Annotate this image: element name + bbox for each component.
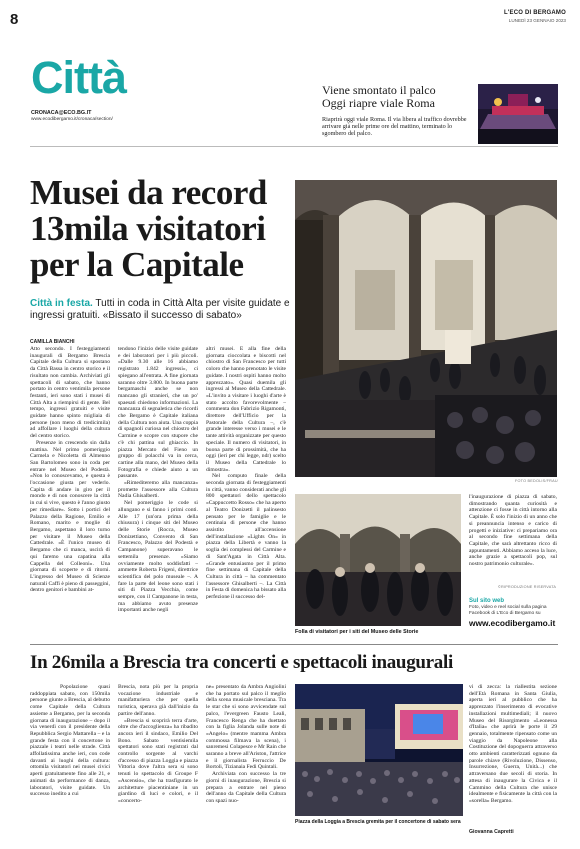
main-col-2-p2: «Rimediteremo alla mancanza» promette l'assessore alla Cultura Nadia Ghisalberti.: [118, 480, 198, 500]
second-headline: In 26mila a Brescia tra concerti e spettacoli inaugurali: [30, 652, 453, 673]
main-col-1-p2: Presenze in crescendo sin dalla mattina. Nel primo pomeriggio Carmela e Nicoletta di Almenno San Bartolomeo sono in coda per entrare nel Museo del Podestà. «Non lo conoscevamo, e questa è l'occasione giusta per vederlo. Capita di andare in giro per il mondo e di non conoscere la città in cui si vive, questo è l'anno giusto per rimediare». Sotto i portici del Palazzo della Ragione, Emilio e Romano, marito e moglie di Bergamo, aspettano il loro turno per visitare il Museo della Cattedrale. «È l'unico museo di Bergamo che ci manca, uscirà di qui faremo una capatina alla Cappella del Colleoni». Una giornata di scoperte e di ritorni. L'ingresso del Museo di Scienze naturali Caffi è pieno di passeggini, dentro genitori e bambini at-: [30, 439, 110, 594]
main-col-3-p1: altri musei. E alla fine della giornata cioccolata e biscotti nel chiostro di San Francesco per tutti coloro che hanno prenotato le visite guidate. I nostri ospiti hanno molto apprezzato». Quasi duemila gli ingressi al Museo della Cattedrale. «L'invito a visitare i luoghi d'arte è stato accolto favorevolmente – commenta don Fabrizio Rigamonti, direttore dell'Ufficio per la Pastorale della Cultura –, c'è grande interesse verso i musei e le tante attività organizzate per questo speciale. Il numero di visitatori, in buona parte di prossimità, che ha oggi (ieri per chi legge, ndr) scelto il Museo della Cattedrale lo dimostra».: [206, 346, 286, 473]
main-col-3: [206, 346, 286, 632]
headline-line-1: Musei da record: [30, 173, 267, 212]
section-title: Città: [31, 52, 126, 103]
web-box-body: Foto, video e reel social sulla pagina Facebook di L'Eco di Bergamo su: [469, 605, 547, 616]
main-photo-credit: FOTO BEDOLIS/FRAU: [515, 479, 558, 483]
second-photo-caption: Piazza della Loggia a Brescia gremita per il concertone di sabato sera: [295, 819, 461, 825]
second-col-4: [469, 684, 557, 826]
secondary-photo-caption: Folla di visitatori per i siti del Museo delle Storie: [295, 629, 419, 635]
second-col-3-p2: Archiviata con successo la tre giorni di inaugurazione, Brescia si prepara a entrare nel pieno dell'anno da Capitale della Cultura con spazi nuo-: [206, 771, 286, 804]
web-box: [469, 598, 557, 634]
headline-line-2: 13mila visitatori: [30, 209, 266, 248]
main-photo: [295, 180, 557, 477]
second-col-1: [30, 684, 110, 839]
section-divider: [30, 644, 558, 645]
teaser-title-1: Viene smontato il palco: [322, 83, 436, 97]
teaser-body: Riaprirà oggi viale Roma. Il via libera al traffico dovrebbe arrivare già nelle prime ore del mattino, terminato lo sgombero del palco.: [322, 116, 467, 138]
teaser-photo: [478, 84, 558, 144]
second-col-3-p1: ne» presentato da Ambra Angiolini che ha portato sul palco il meglio della scena musicale bresciana. Tra le star che si sono avvicendate sul palco, l'evergreen Fausto Leali, Francesco Renga che ha duettato con la figlia Jolanda sulle note di «Angelo» (mentre mamma Ambra commossa filmava la scena), i sanremesi Colapesce e Mr Rain che saranno a breve all'Ariston, l'attrice e il giornalista Ferruccio De Bortoli, Tizianaia Fedi Quintali.: [206, 684, 286, 771]
second-col-1-p1: Popolazione quasi raddoppiata sabato, con 150mila persone giunte a Brescia, al debutto come Capitale della Cultura assieme a Bergamo, per la seconda giornata di inaugurazione – dopo il via venerdì con il presidente della Repubblica Sergio Mattarella – e la grande festa con il concertone in piazzale i teatri nelle strade. Città affollatissima anche ieri, con code davanti ai luoghi della cultura: ottomila visitatori nei musei civici aperti gratuitamente fino alle 21, e animati da performance di danza, laboratori, visite guidate. Un successo inedito a cui: [30, 684, 110, 798]
second-col-2-p1: Brescia, nota più per la propria vocazione industriale e manifatturiera che per quella turistica, sperava già dall'inizio da partire dell'anno.: [118, 684, 198, 717]
main-col-3-p2: Nel computo finale della seconda giornata di festeggiamenti in città, vanno considerati anche gli 800 spettatori dello spettacolo «Cappuccetto Rosso» che ha aperto al Teatro Donizetti il palinsesto pensato per le famiglie e le centinaia di persone che hanno assistito all'accensione dell'installazione «Lights On» in piazza della Libertà e vanno la soglia dei complessi del Carmine e di Sant'Agata in Città Alta. «Grande entusiasmo per il primo fine settimana di Capitale della Cultura in città – ha commentato l'assessore Ghisalberti –. La Città in Festa di domenica ha bissato alla perfezione il successo del-: [206, 473, 286, 601]
section-logo: [31, 52, 139, 110]
main-byline: CAMILLA BIANCHI: [30, 339, 75, 345]
secondary-photo: [295, 494, 461, 626]
main-headline: [30, 175, 300, 283]
second-col-4-p1: vi di zecca: la riallestita sezione dell'Età Romana in Santa Giulia, aperta ieri al pubblico che ha apprezzato l'inserimento di evocative installazioni multimediali; il nuovo Museo del Risorgimento «Leonessa d'Italia» che aprirà le porte il 29 gennaio, totalmente ripensato come un viaggio da Napoleone alla Costituzione del dopoguerra attraverso otto ambienti caratterizzati ognuno da parole chiave (Rivoluzione, Dissenso, Insurrezione, Guerra, Unità...) che attraversano due secoli di storia. In attesa di inaugurare la Civica e il Cammino della Cultura che unisce idealmente e fisicamente la città con la «sorella» Bergamo.: [469, 684, 557, 804]
main-col-2-p3: Nel pomeriggio le code si allungano e si fanno i primi conti. Alle 17 (un'ora prima della chiusura) i cinque siti del Museo delle Storie (Rocca, Museo Donizettiano, Convento di San Francesco, Palazzo del Podestà e Campanone) superavano le settemila presenze. «Siamo ovviamente molto soddisfatti – ammette Roberta Frigeni, direttrice scientifica del polo museale –. A fare la parte del leone sono stati i siti di Piazza Vecchia, come sempre, con il Campanone in testa, ma abbiamo avuto presenze importanti anche negli: [118, 500, 198, 614]
main-col-2: [118, 346, 198, 632]
main-col-4-p1: l'inaugurazione di piazza di sabato, dimostrando quanta curiosità e attenzione ci fosse in città intorno alla Capitale. È solo l'inizio di un anno che si preannuncia intenso e carico di progetti e iniziative: ci prepariamo ora al secondo fine settimana della Capitale, che sarà altrettanto ricco di appuntamenti. Abbiamo acceso la luce, anche grazie a spettacoli pop, sul nostro patrimonio culturale».: [469, 494, 557, 568]
main-deck: [30, 298, 292, 322]
newspaper-name: L'ECO DI BERGAMO: [504, 10, 566, 16]
second-col-2: [118, 684, 198, 839]
section-email: CRONACA@ECO.BG.IT: [31, 110, 92, 116]
main-deck-text: Tutti in coda in Città Alta per visite guidate e ingressi gratuiti. «Bissato il successo di sabato»: [30, 298, 290, 321]
second-photo: [295, 684, 463, 816]
main-col-1: [30, 346, 110, 632]
issue-date: LUNEDÌ 23 GENNAIO 2023: [508, 18, 566, 23]
main-col-1-p1: Atto secondo. I festeggiamenti inaugurali di Bergamo Brescia Capitale della Cultura si spostano da Città Bassa in centro storico e il risultato non cambia. Archiviati gli spettacoli di sabato, che hanno portato in centro ventimila persone festanti, ieri sono stati i musei di Città Alta a riempirsi di gente. Bel tempo, ingressi gratuiti e visite guidate hanno spinto migliaia di persone (non meno di tredicimila) ad affollare i luoghi della cultura del centro storico.: [30, 346, 110, 440]
second-col-2-p2: «Brescia si scoprirà terra d'arte, oltre che d'accoglienza» ha ribadito ancora ieri il sindaco, Emilio Del Bono. Sabato ventisiemila spettatori sono stati registrati dal controllo sorgente al varchi d'accesso di piazza Loggia e piazza Vittoria dove l'altra sera si sono tenuti lo spettacolo di Groupe F «Ascensio», che ha trasfigurato le architetture piacentiniane in un giardino di luci e colori, e il «concerto-: [118, 717, 198, 804]
main-kicker: Città in festa.: [30, 298, 93, 309]
second-byline: Giovanna Capretti: [469, 829, 514, 835]
web-box-url[interactable]: www.ecodibergamo.it: [469, 617, 556, 628]
headline-line-3: per la Capitale: [30, 245, 244, 284]
main-col-4: [469, 494, 557, 574]
main-col-2-p1: tendono l'inizio delle visite guidate e dei laboratori per i più piccoli. «Dalle 9.30 alle 16 abbiamo registrato 1.842 ingressi», ci spiegano all'entrata. A fine giornata saranno oltre 3.800. In buona parte bergamaschi anche se non mancano gli stranieri, che un po' spaesati chiedono informazioni. La mancanza di segnaletica che ricordi che Bergamo è Capitale italiana della Cultura non aiuta. Una coppia di spagnoli curiosa nel chiostro del Carmine e scopre con stupore che c'è chi pattina sul ghiaccio. In piazza Mercato del Fieno un gruppo di polacchi va in cerca, cartine alla mano, del Museo della Fotografia e chiede aiuto a un passante.: [118, 346, 198, 480]
second-col-3: [206, 684, 286, 839]
rights-reserved: ©RIPRODUZIONE RISERVATA: [498, 585, 557, 589]
teaser-title-2: Oggi riapre viale Roma: [322, 96, 435, 110]
header-rule: [30, 146, 558, 147]
web-box-title: Sul sito web: [469, 598, 505, 604]
page-number: 8: [10, 11, 19, 28]
section-web: www.ecodibergamo.it/cronaca/section/: [31, 117, 113, 122]
